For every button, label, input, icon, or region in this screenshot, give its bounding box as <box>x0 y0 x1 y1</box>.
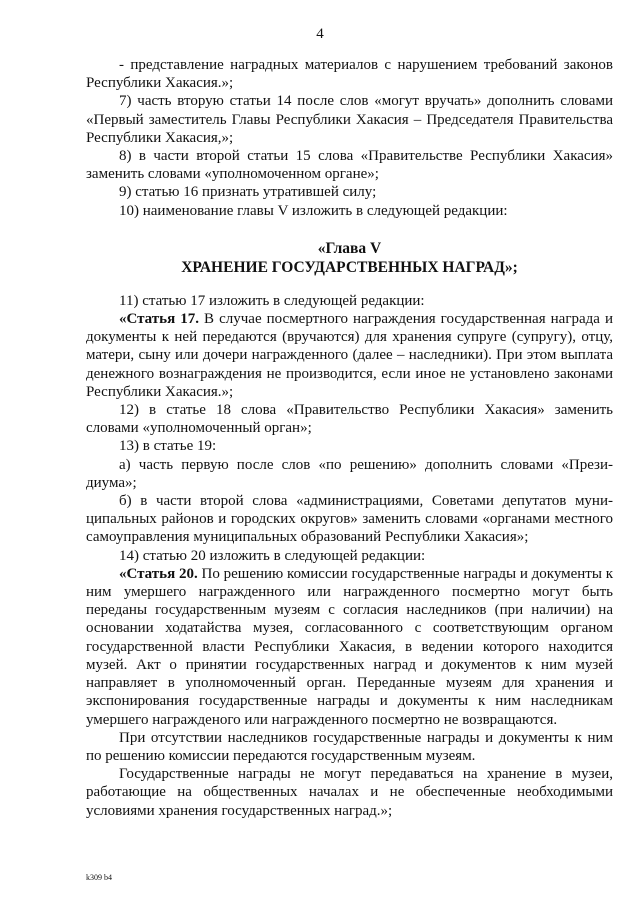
paragraph: а) часть первую после слов «по решению» дополнить словами «Президиума»; <box>86 456 613 491</box>
paragraph: 11) статью 17 изложить в следующей редакции: <box>119 292 425 309</box>
article-17-text: В случае посмертного награждения государственная награда и документы к ней передаются (вручаются) для хранения супруге (супругу), отцу, матери, сыну или дочери награжденного (далее – наследники). При этом выплата денежного вознаграждения не производится, если иное не установлено законами Республики Хакасия.»; <box>86 311 614 400</box>
document-body <box>86 56 613 820</box>
chapter-heading <box>86 239 613 277</box>
paragraph: 10) наименование главы V изложить в следующей редакции: <box>119 202 508 219</box>
article-20-label: «Статья 20. <box>119 565 198 582</box>
paragraph: 8) в части второй статьи 15 слова «Правительстве Республики Хакасия» заменить словами «уполномоченном органе»; <box>86 148 613 183</box>
paragraph: 13) в статье 19: <box>119 438 217 455</box>
footer-code: k309 b4 <box>86 873 112 882</box>
chapter-number: «Глава V <box>317 239 382 257</box>
article-20 <box>86 565 613 729</box>
paragraph: При отсутствии наследников государственные награды и документы к ним по решению комиссии передаются государственным музеям. <box>86 729 613 764</box>
chapter-title: ХРАНЕНИЕ ГОСУДАРСТВЕННЫХ НАГРАД»; <box>181 258 518 276</box>
paragraph: 7) часть вторую статьи 14 после слов «могут вручать» дополнить словами «Первый заместитель Главы Республики Хакасия – Председателя Правительства Республики Хакасия,»; <box>86 93 613 146</box>
page-number: 4 <box>316 26 324 42</box>
article-17-label: «Статья 17. <box>119 311 200 328</box>
paragraph: - представление наградных материалов с нарушением требований законов Республики Хакасия.»; <box>86 57 613 92</box>
paragraph: б) в части второй слова «администрациями, Советами депутатов муниципальных районов и городских округов» заменить словами «органами местного самоуправления муниципальных образований Республики Хакасия»; <box>86 493 613 546</box>
article-17 <box>86 310 613 401</box>
paragraph: 12) в статье 18 слова «Правительство Республики Хакасия» заменить словами «уполномоченный орган»; <box>86 402 613 437</box>
article-20-text: По решению комиссии государственные награды и документы к ним умершего награжденного или награжденного посмертно могут быть переданы государственным музеям с согласия наследников (при наличии) на основании ходатайства музея, согласованного с соответствующим органом государственной власти Республики Хакасия, в ведении которого находится музей. Акт о принятии государственных наград и документов к ним музей направляет в уполномоченный орган. Переданные музеям для хранения и экспонирования государственные награды и документы к ним наследникам умершего награжденого или награжденного посмертно не возвращаются. <box>86 565 613 728</box>
paragraph: Государственные награды не могут передаваться на хранение в музеи, работающие на общественных началах и не обеспеченные необходимыми условиями хранения государственных наград.»; <box>86 766 613 819</box>
paragraph: 14) статью 20 изложить в следующей редакции: <box>119 547 426 564</box>
paragraph: 9) статью 16 признать утратившей силу; <box>119 184 377 201</box>
